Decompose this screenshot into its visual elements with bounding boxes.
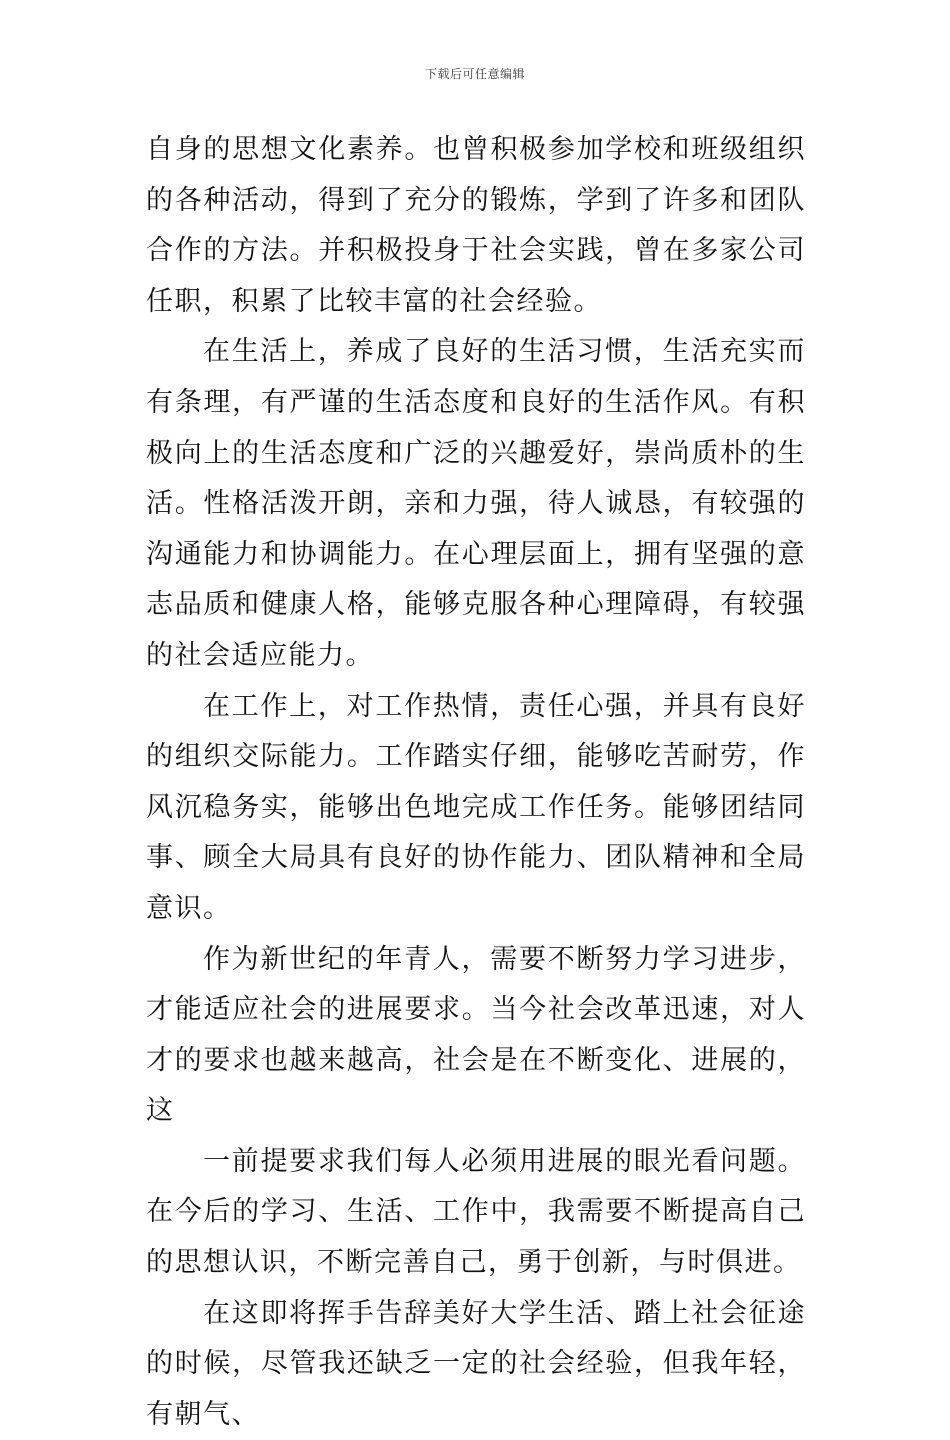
paragraph-development: 一前提要求我们每人必须用进展的眼光看问题。在今后的学习、生活、工作中，我需要不断提高自己的思想认识，不断完善自己，勇于创新，与时俱进。 xyxy=(146,1145,806,1279)
paragraph-farewell: 在这即将挥手告辞美好大学生活、踏上社会征途的时候，尽管我还缺乏一定的社会经验，但我年轻，有朝气、 xyxy=(146,1297,806,1430)
paragraph-life: 在生活上，养成了良好的生活习惯，生活充实而有条理，有严谨的生活态度和良好的生活作风。有积极向上的生活态度和广泛的兴趣爱好，崇尚质朴的生活。性格活泼开朗，亲和力强，待人诚恳，有较强的沟通能力和协调能力。在心理层面上，拥有坚强的意志品质和健康人格，能够克服各种心理障碍，有较强的社会适应能力。 xyxy=(146,336,806,671)
paragraph-continuation: 自身的思想文化素养。也曾积极参加学校和班级组织的各种活动，得到了充分的锻炼，学到了许多和团队合作的方法。并积极投身于社会实践，曾在多家公司任职，积累了比较丰富的社会经验。 xyxy=(146,134,806,317)
page-header: 下载后可任意编辑 xyxy=(424,67,525,81)
paragraph-new-century: 作为新世纪的年青人，需要不断努力学习进步，才能适应社会的进展要求。当今社会改革迅速，对人才的要求也越来越高，社会是在不断变化、进展的，这 xyxy=(146,943,806,1127)
document-body xyxy=(146,125,806,1440)
paragraph-work: 在工作上，对工作热情，责任心强，并具有良好的组织交际能力。工作踏实仔细，能够吃苦耐劳，作风沉稳务实，能够出色地完成工作任务。能够团结同事、顾全大局具有良好的协作能力、团队精神和全局意识。 xyxy=(146,690,806,924)
